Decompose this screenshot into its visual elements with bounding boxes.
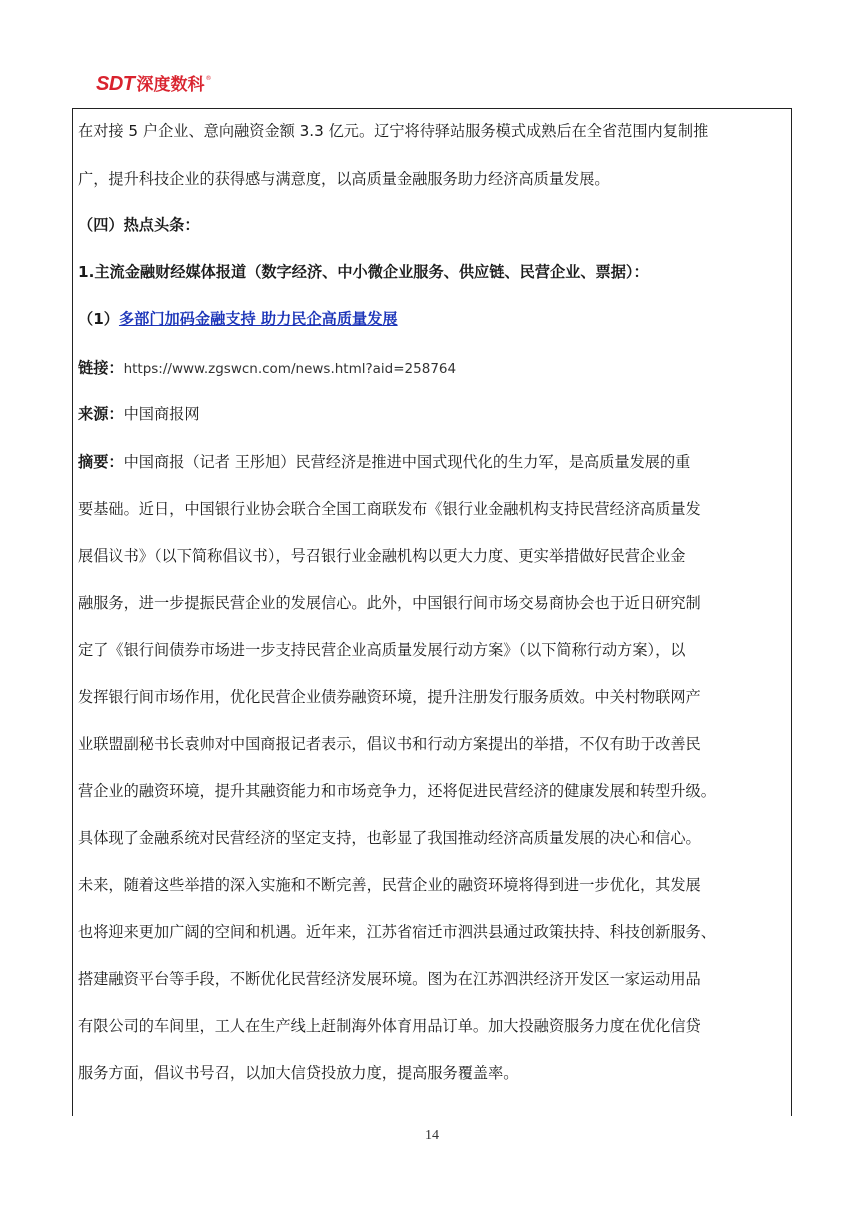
source-label: 来源： — [78, 405, 124, 423]
subsection-title: 1.主流金融财经媒体报道（数字经济、中小微企业服务、供应链、民营企业、票据）： — [78, 263, 649, 281]
summary-line: 服务方面，倡议书号召，以加大信贷投放力度，提高服务覆盖率。 — [78, 1064, 519, 1082]
summary-line: 搭建融资平台等手段，不断优化民营经济发展环境。图为在江苏泗洪经济开发区一家运动用品 — [78, 970, 701, 988]
logo-text: 深度数科 — [136, 75, 205, 95]
summary-line: 融服务，进一步提振民营企业的发展信心。此外，中国银行间市场交易商协会也于近日研究制 — [78, 594, 701, 612]
summary-label: 摘要： — [78, 453, 124, 471]
summary-line: 有限公司的车间里，工人在生产线上赶制海外体育用品订单。加大投融资服务力度在优化信贷 — [78, 1017, 701, 1035]
intro-line-2: 广，提升科技企业的获得感与满意度，以高质量金融服务助力经济高质量发展。 — [78, 170, 610, 188]
summary-line: 展倡议书》（以下简称倡议书），号召银行业金融机构以更大力度、更实举措做好民营企业金 — [78, 547, 686, 565]
logo-mark: SDT — [96, 73, 135, 95]
logo-trademark: ® — [205, 75, 212, 82]
source-row — [78, 403, 790, 425]
summary-line: 营企业的融资环境，提升其融资能力和市场竞争力，还将促进民营经济的健康发展和转型升级。 — [78, 782, 716, 800]
summary-line: 要基础。近日，中国银行业协会联合全国工商联发布《银行业金融机构支持民营经济高质量发 — [78, 500, 701, 518]
summary-line: 具体现了金融系统对民营经济的坚定支持，也彰显了我国推动经济高质量发展的决心和信心。 — [78, 829, 701, 847]
article-url[interactable]: https://www.zgswcn.com/news.html?aid=258764 — [123, 361, 457, 377]
summary-line: 也将迎来更加广阔的空间和机遇。近年来，江苏省宿迁市泗洪县通过政策扶持、科技创新服务、 — [78, 923, 716, 941]
intro-line-1: 在对接 5 户企业、意向融资金额 3.3 亿元。辽宁将待驿站服务模式成熟后在全省范围内复制推 — [78, 122, 709, 140]
article-number: （1） — [78, 310, 119, 328]
summary-line: 业联盟副秘书长袁帅对中国商报记者表示，倡议书和行动方案提出的举措，不仅有助于改善民 — [78, 735, 701, 753]
company-logo — [96, 70, 212, 96]
page-number: 14 — [425, 1128, 439, 1143]
summary-line-1 — [78, 451, 790, 473]
summary-line: 发挥银行间市场作用，优化民营企业债券融资环境，提升注册发行服务质效。中关村物联网产 — [78, 688, 701, 706]
article-title-link[interactable]: 多部门加码金融支持 助力民企高质量发展 — [118, 310, 398, 328]
summary-text: 中国商报（记者 王彤旭）民营经济是推进中国式现代化的生力军，是高质量发展的重 — [123, 453, 691, 471]
article-heading — [78, 308, 790, 330]
summary-line: 未来，随着这些举措的深入实施和不断完善，民营企业的融资环境将得到进一步优化，其发展 — [78, 876, 701, 894]
source-value: 中国商报网 — [123, 405, 200, 423]
link-row — [78, 357, 790, 380]
summary-line: 定了《银行间债券市场进一步支持民营企业高质量发展行动方案》（以下简称行动方案），以 — [78, 641, 686, 659]
section-title: （四）热点头条： — [78, 216, 200, 234]
link-label: 链接： — [78, 359, 124, 377]
